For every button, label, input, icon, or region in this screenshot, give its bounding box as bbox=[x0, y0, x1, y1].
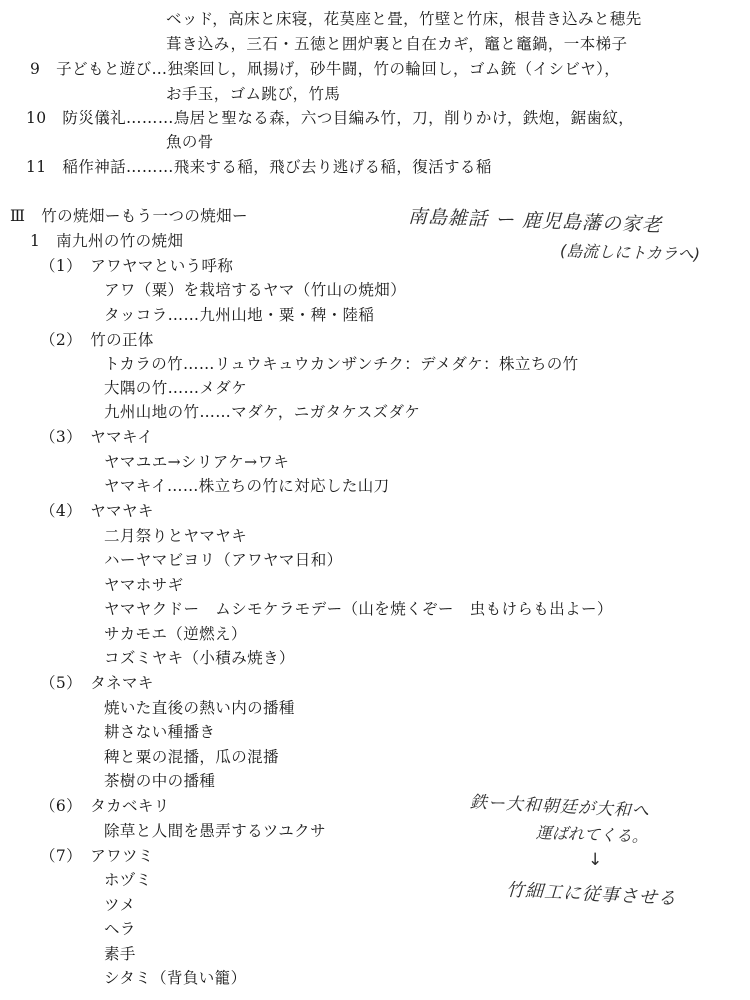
handwritten-note: 南島雑話 ー 鹿児島藩の家老 bbox=[407, 205, 663, 237]
item-heading: （2） 竹の正体 bbox=[40, 331, 154, 349]
list-item-9: 9 子どもと遊び…独楽回し，凧揚げ，砂牛闘，竹の輪回し，ゴム銃（イシビヤ）， bbox=[30, 60, 621, 78]
handwritten-note: 鉄ー大和朝廷が大和へ bbox=[469, 792, 651, 822]
text-line: ツメ bbox=[104, 896, 136, 914]
list-item-10: 10 防災儀礼………鳥居と聖なる森，六つ目編み竹，刀，削りかけ，鉄炮，鋸歯紋， bbox=[26, 109, 635, 127]
text-line: ヤマホサギ bbox=[104, 576, 184, 594]
text-line: 茶樹の中の播種 bbox=[104, 772, 216, 790]
text-line: 大隅の竹……メダケ bbox=[104, 379, 248, 397]
arrow-down-icon: ↓ bbox=[588, 850, 603, 870]
item-heading: （1） アワヤマという呼称 bbox=[40, 257, 234, 275]
text-line: ベッド，高床と床寝，花茣座と畳，竹壁と竹床，根昔き込みと穂先 bbox=[166, 10, 642, 28]
bleed-through-mark bbox=[40, 20, 53, 39]
handwritten-note: 竹細工に従事させる bbox=[505, 879, 678, 910]
text-line: ヤマヤクドー ムシモケラモデー（山を焼くぞー 虫もけらも出よー） bbox=[104, 600, 613, 618]
text-line: 魚の骨 bbox=[166, 133, 214, 151]
text-line: ヤマキイ……株立ちの竹に対応した山刀 bbox=[104, 477, 390, 495]
text-line: ホヅミ bbox=[104, 871, 152, 889]
text-line: 二月祭りとヤマヤキ bbox=[104, 527, 248, 545]
text-line: 焼いた直後の熱い内の播種 bbox=[104, 699, 295, 717]
text-line: 九州山地の竹……マダケ，ニガタケスズダケ bbox=[104, 403, 421, 421]
handwritten-note: 運ばれてくる。 bbox=[535, 823, 649, 846]
item-heading: （7） アワツミ bbox=[40, 847, 154, 865]
text-line: コズミヤキ（小積み焼き） bbox=[104, 649, 295, 667]
text-line: ヤマユエ→シリアケ→ワキ bbox=[104, 453, 290, 471]
list-item-11: 11 稲作神話………飛来する稲，飛び去り逃げる稲，復活する稲 bbox=[26, 158, 492, 176]
text-line: 稗と粟の混播，瓜の混播 bbox=[104, 748, 279, 766]
item-heading: （4） ヤマヤキ bbox=[40, 502, 154, 520]
section-heading: Ⅲ 竹の焼畑ーもう一つの焼畑ー bbox=[10, 207, 248, 225]
text-line: 除草と人間を愚弄するツユクサ bbox=[104, 822, 326, 840]
item-heading: （6） タカベキリ bbox=[40, 797, 170, 815]
text-line: タッコラ……九州山地・粟・稗・陸稲 bbox=[104, 306, 375, 324]
text-line: ハーヤマビヨリ（アワヤマ日和） bbox=[104, 551, 343, 569]
text-line: シタミ（背負い籠） bbox=[104, 969, 247, 987]
text-line: 耕さない種播き bbox=[104, 723, 216, 741]
text-line: ヘラ bbox=[104, 920, 136, 938]
text-line: アワ（粟）を栽培するヤマ（竹山の焼畑） bbox=[104, 281, 407, 299]
item-heading: （5） タネマキ bbox=[40, 674, 154, 692]
handwritten-note: (島流しにトカラへ) bbox=[559, 241, 701, 264]
text-line: トカラの竹……リュウキュウカンザンチク：デメダケ：株立ちの竹 bbox=[104, 355, 579, 373]
text-line: お手玉，ゴム跳び，竹馬 bbox=[166, 85, 341, 103]
text-line: サカモエ（逆燃え） bbox=[104, 625, 247, 643]
subsection-heading: 1 南九州の竹の焼畑 bbox=[30, 232, 184, 250]
text-line: 葺き込み，三石・五徳と囲炉裏と自在カギ，竈と竈鍋，一本梯子 bbox=[166, 35, 628, 53]
text-line: 素手 bbox=[104, 945, 136, 963]
item-heading: （3） ヤマキイ bbox=[40, 428, 154, 446]
